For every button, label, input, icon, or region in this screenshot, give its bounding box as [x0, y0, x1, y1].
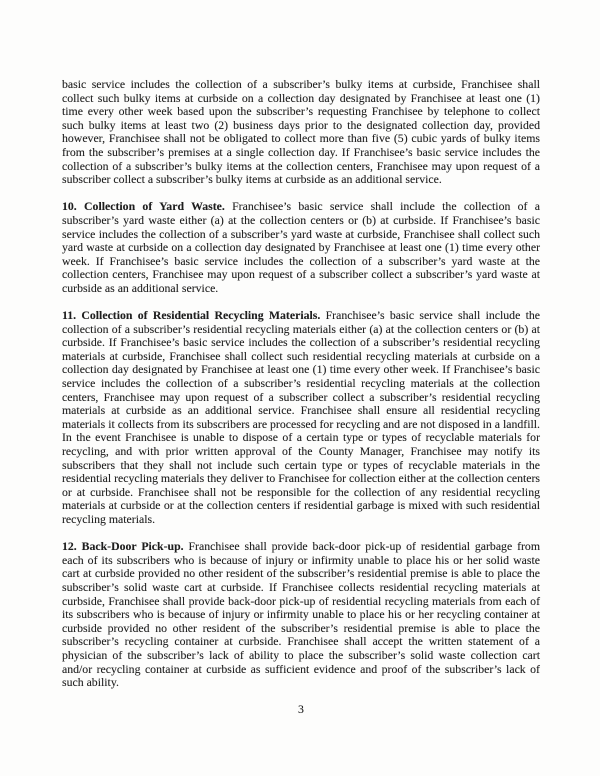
paragraph-body: Franchisee shall provide back-door pick-up of residential garbage from each of its subscribers who is because of injury or infirmity unable to place his or her solid waste cart at curbside provided no other resident of the subscriber’s residential premise is able to place the subscriber’s solid waste cart at curbside. If Franchisee collects residential recycling materials at curbside, Franchisee shall provide back-door pick-up of residential recycling materials from each of its subscribers who is because of injury or infirmity unable to place his or her recycling container at curbside provided no other resident of the subscriber’s residential premise is able to place the subscriber’s recycling container at curbside. Franchisee shall accept the written statement of a physician of the subscriber’s lack of ability to place the subscriber’s solid waste collection cart and/or recycling container at curbside as sufficient evidence and proof of the subscriber’s lack of such ability.	[62, 539, 540, 690]
paragraph-11-recycling-materials	[62, 309, 540, 527]
paragraph-10-yard-waste	[62, 200, 540, 295]
paragraph-body: basic service includes the collection of a subscriber’s bulky items at curbside, Franchisee shall collect such bulky items at curbside on a collection day designated by Franchisee at least one (1) time every other week based upon the subscriber’s requesting Franchisee by telephone to collect such bulky items at least two (2) business days prior to the designated collection day, provided however, Franchisee shall not be obligated to collect more than five (5) cubic yards of bulky items from the subscriber’s premises at a single collection day. If Franchisee’s basic service includes the collection of a subscriber’s bulky items at the collection centers, Franchisee may upon request of a subscriber collect a subscriber’s bulky items at curbside as an additional service.	[62, 77, 540, 187]
paragraph-bulky-items-continuation	[62, 78, 540, 187]
section-heading-11: 11. Collection of Residential Recycling Materials.	[62, 308, 321, 323]
paragraph-body: Franchisee’s basic service shall include the collection of a subscriber’s residential recycling materials either (a) at the collection centers or (b) at curbside. If Franchisee’s basic service includes the collection of a subscriber’s residential recycling materials at curbside, Franchisee shall collect such residential recycling materials at curbside on a collection day designated by Franchisee at least one (1) time every other week. If Franchisee’s basic service includes the collection of a subscriber’s residential recycling materials at the collection centers, Franchisee may upon request of a subscriber collect a subscriber’s residential recycling materials at curbside as an additional service. Franchisee shall ensure all residential recycling materials it collects from its subscribers are processed for recycling and are not disposed in a landfill. In the event Franchisee is unable to dispose of a certain type or types of recyclable materials for recycling, and with prior written approval of the County Manager, Franchisee may notify its subscribers that they shall not include such certain type or types of recyclable materials in the residential recycling materials they deliver to Franchisee for collection either at the collection centers or at curbside. Franchisee shall not be responsible for the collection of any residential recycling materials at curbside or at the collection centers if residential garbage is mixed with such residential recycling materials.	[62, 308, 540, 526]
paragraph-12-back-door-pickup	[62, 540, 540, 690]
section-heading-12: 12. Back-Door Pick-up.	[62, 539, 184, 554]
paragraph-body: Franchisee’s basic service shall include the collection of a subscriber’s yard waste either (a) at the collection centers or (b) at curbside. If Franchisee’s basic service includes the collection of a subscriber’s yard waste at curbside, Franchisee shall collect such yard waste at curbside on a collection day designated by Franchisee at least one (1) time every other week. If Franchisee’s basic service includes the collection of a subscriber’s yard waste at the collection centers, Franchisee may upon request of a subscriber collect a subscriber’s yard waste at curbside as an additional service.	[62, 199, 540, 295]
document-text-block	[62, 78, 540, 717]
section-heading-10: 10. Collection of Yard Waste.	[62, 199, 225, 214]
page-number: 3	[298, 702, 304, 717]
